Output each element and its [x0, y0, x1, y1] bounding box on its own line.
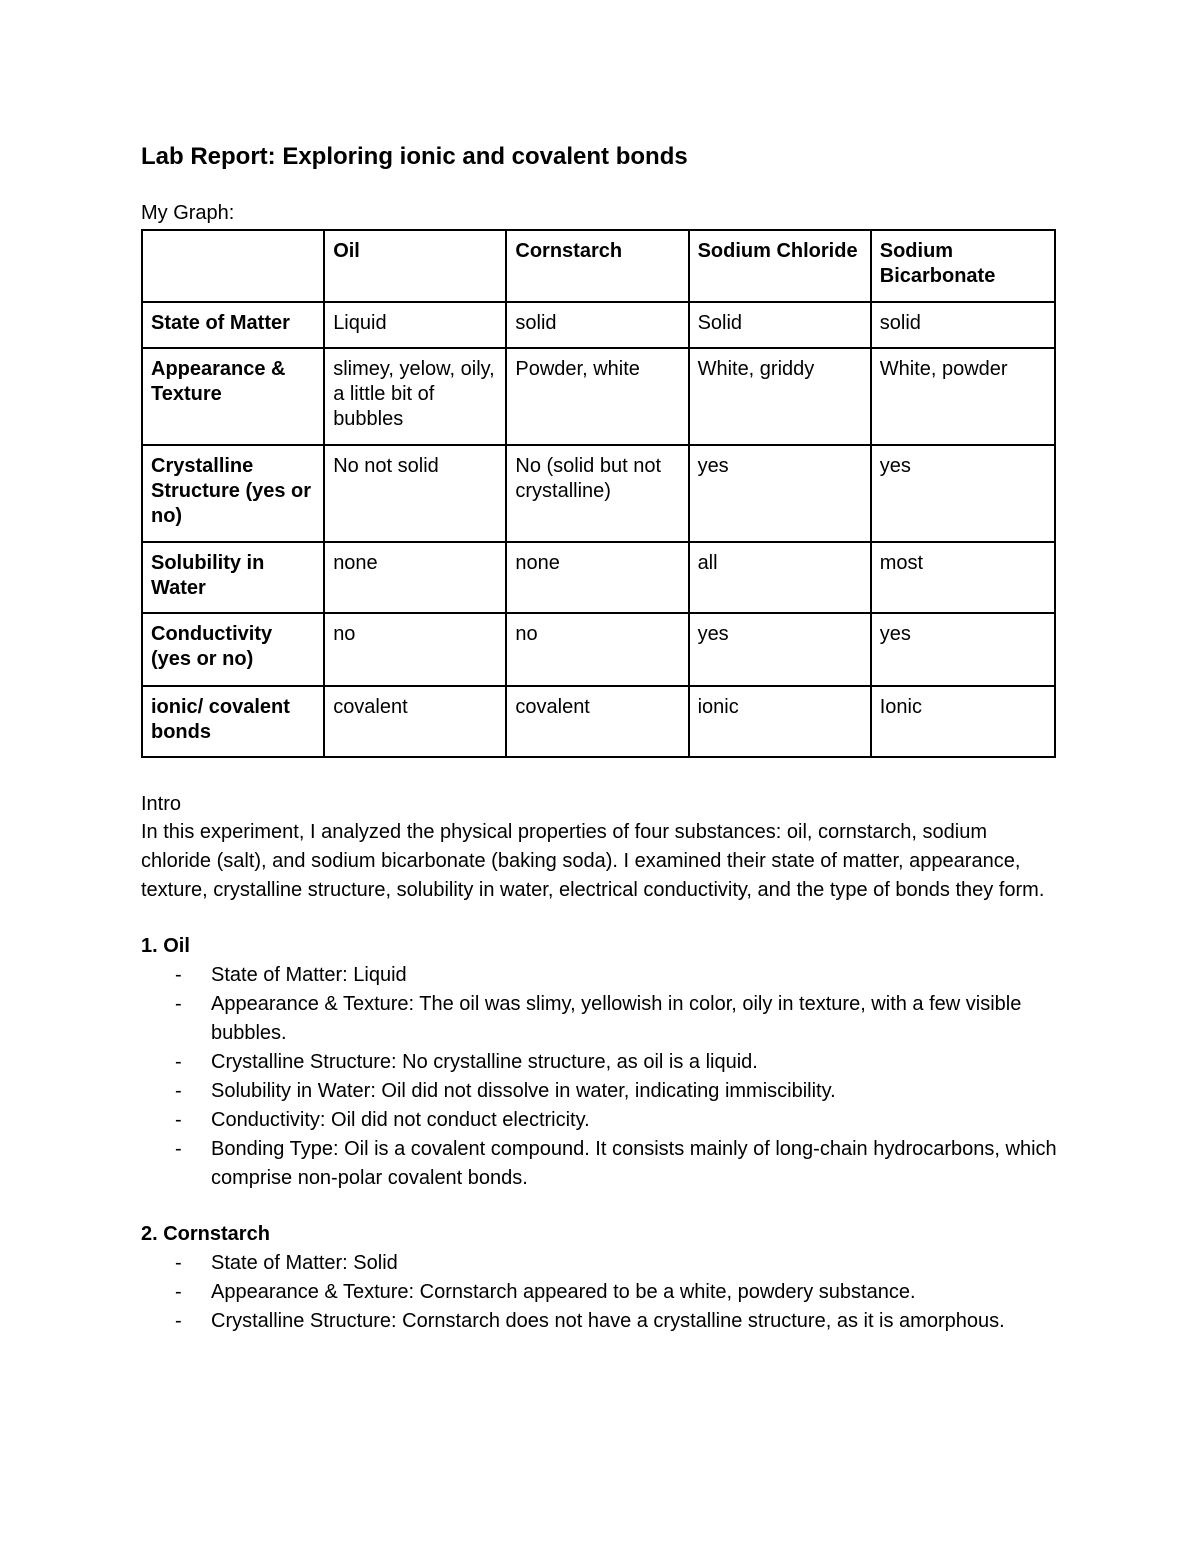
oil-list	[141, 961, 1057, 1193]
table-cell: covalent	[324, 686, 506, 757]
dash-bullet: -	[175, 964, 182, 986]
list-item	[141, 1048, 1057, 1077]
table-row	[142, 686, 1055, 757]
document-page	[141, 140, 1057, 1336]
section-heading-oil: 1. Oil	[141, 935, 190, 957]
dash-bullet: -	[175, 1310, 182, 1332]
dash-bullet: -	[175, 1051, 182, 1073]
list-item	[141, 1135, 1057, 1193]
table-cell: No (solid but not crystalline)	[506, 445, 688, 542]
table-cell: No not solid	[324, 445, 506, 542]
table-header-row	[142, 230, 1055, 302]
document-title: Lab Report: Exploring ionic and covalent bonds	[141, 143, 688, 170]
row-label: Conductivity (yes or no)	[142, 613, 324, 686]
list-item-text: State of Matter: Liquid	[211, 964, 407, 986]
dash-bullet: -	[175, 1252, 182, 1274]
list-item	[141, 990, 1057, 1048]
properties-table	[141, 229, 1056, 758]
table-header-cell: Cornstarch	[506, 230, 688, 302]
table-header-cell: Sodium Bicarbonate	[871, 230, 1055, 302]
table-cell: ionic	[689, 686, 871, 757]
table-header-cell: Oil	[324, 230, 506, 302]
dash-bullet: -	[175, 993, 182, 1015]
list-item-text: Solubility in Water: Oil did not dissolve in water, indicating immiscibility.	[211, 1080, 836, 1102]
table-cell: slimey, yelow, oily, a little bit of bubbles	[324, 348, 506, 445]
table-row	[142, 613, 1055, 686]
table-cell: Ionic	[871, 686, 1055, 757]
table-row	[142, 542, 1055, 613]
intro-heading: Intro	[141, 793, 182, 815]
intro-paragraph: In this experiment, I analyzed the physical properties of four substances: oil, cornstarch, sodium chloride (salt), and sodium bicarbonate (baking soda). I examined their state of matter, appearance, texture, crystalline structure, solubility in water, electrical conductivity, and the type of bonds they form.	[141, 821, 1045, 901]
table-cell: Powder, white	[506, 348, 688, 445]
row-label: Solubility in Water	[142, 542, 324, 613]
table-row	[142, 302, 1055, 348]
cornstarch-list	[141, 1249, 1057, 1336]
list-item	[141, 1249, 1057, 1278]
table-cell: yes	[871, 445, 1055, 542]
table-cell: no	[506, 613, 688, 686]
table-header-cell: Sodium Chloride	[689, 230, 871, 302]
table-cell: none	[506, 542, 688, 613]
row-label: ionic/ covalent bonds	[142, 686, 324, 757]
list-item-text: Conductivity: Oil did not conduct electricity.	[211, 1109, 590, 1131]
list-item-text: Crystalline Structure: Cornstarch does not have a crystalline structure, as it is amorphous.	[211, 1310, 1005, 1332]
dash-bullet: -	[175, 1138, 182, 1160]
table-cell: yes	[689, 613, 871, 686]
list-item	[141, 1077, 1057, 1106]
table-cell: yes	[689, 445, 871, 542]
table-cell: all	[689, 542, 871, 613]
table-cell: solid	[506, 302, 688, 348]
list-item	[141, 1278, 1057, 1307]
table-row	[142, 445, 1055, 542]
row-label: Appearance & Texture	[142, 348, 324, 445]
graph-label: My Graph:	[141, 202, 235, 224]
list-item	[141, 1106, 1057, 1135]
table-cell: solid	[871, 302, 1055, 348]
list-item-text: Appearance & Texture: The oil was slimy, yellowish in color, oily in texture, with a few visible bubbles.	[211, 993, 1022, 1044]
table-cell: Solid	[689, 302, 871, 348]
table-cell: White, griddy	[689, 348, 871, 445]
list-item-text: Crystalline Structure: No crystalline structure, as oil is a liquid.	[211, 1051, 758, 1073]
table-row	[142, 348, 1055, 445]
section-heading-cornstarch: 2. Cornstarch	[141, 1223, 270, 1245]
dash-bullet: -	[175, 1281, 182, 1303]
row-label: Crystalline Structure (yes or no)	[142, 445, 324, 542]
table-cell: covalent	[506, 686, 688, 757]
list-item-text: Appearance & Texture: Cornstarch appeared to be a white, powdery substance.	[211, 1281, 916, 1303]
list-item	[141, 961, 1057, 990]
dash-bullet: -	[175, 1109, 182, 1131]
list-item	[141, 1307, 1057, 1336]
table-cell: yes	[871, 613, 1055, 686]
table-cell: most	[871, 542, 1055, 613]
table-cell: Liquid	[324, 302, 506, 348]
row-label: State of Matter	[142, 302, 324, 348]
table-cell: no	[324, 613, 506, 686]
list-item-text: Bonding Type: Oil is a covalent compound. It consists mainly of long-chain hydrocarbons, which comprise non-polar covalent bonds.	[211, 1138, 1057, 1189]
list-item-text: State of Matter: Solid	[211, 1252, 398, 1274]
dash-bullet: -	[175, 1080, 182, 1102]
table-header-cell	[142, 230, 324, 302]
table-cell: White, powder	[871, 348, 1055, 445]
table-cell: none	[324, 542, 506, 613]
